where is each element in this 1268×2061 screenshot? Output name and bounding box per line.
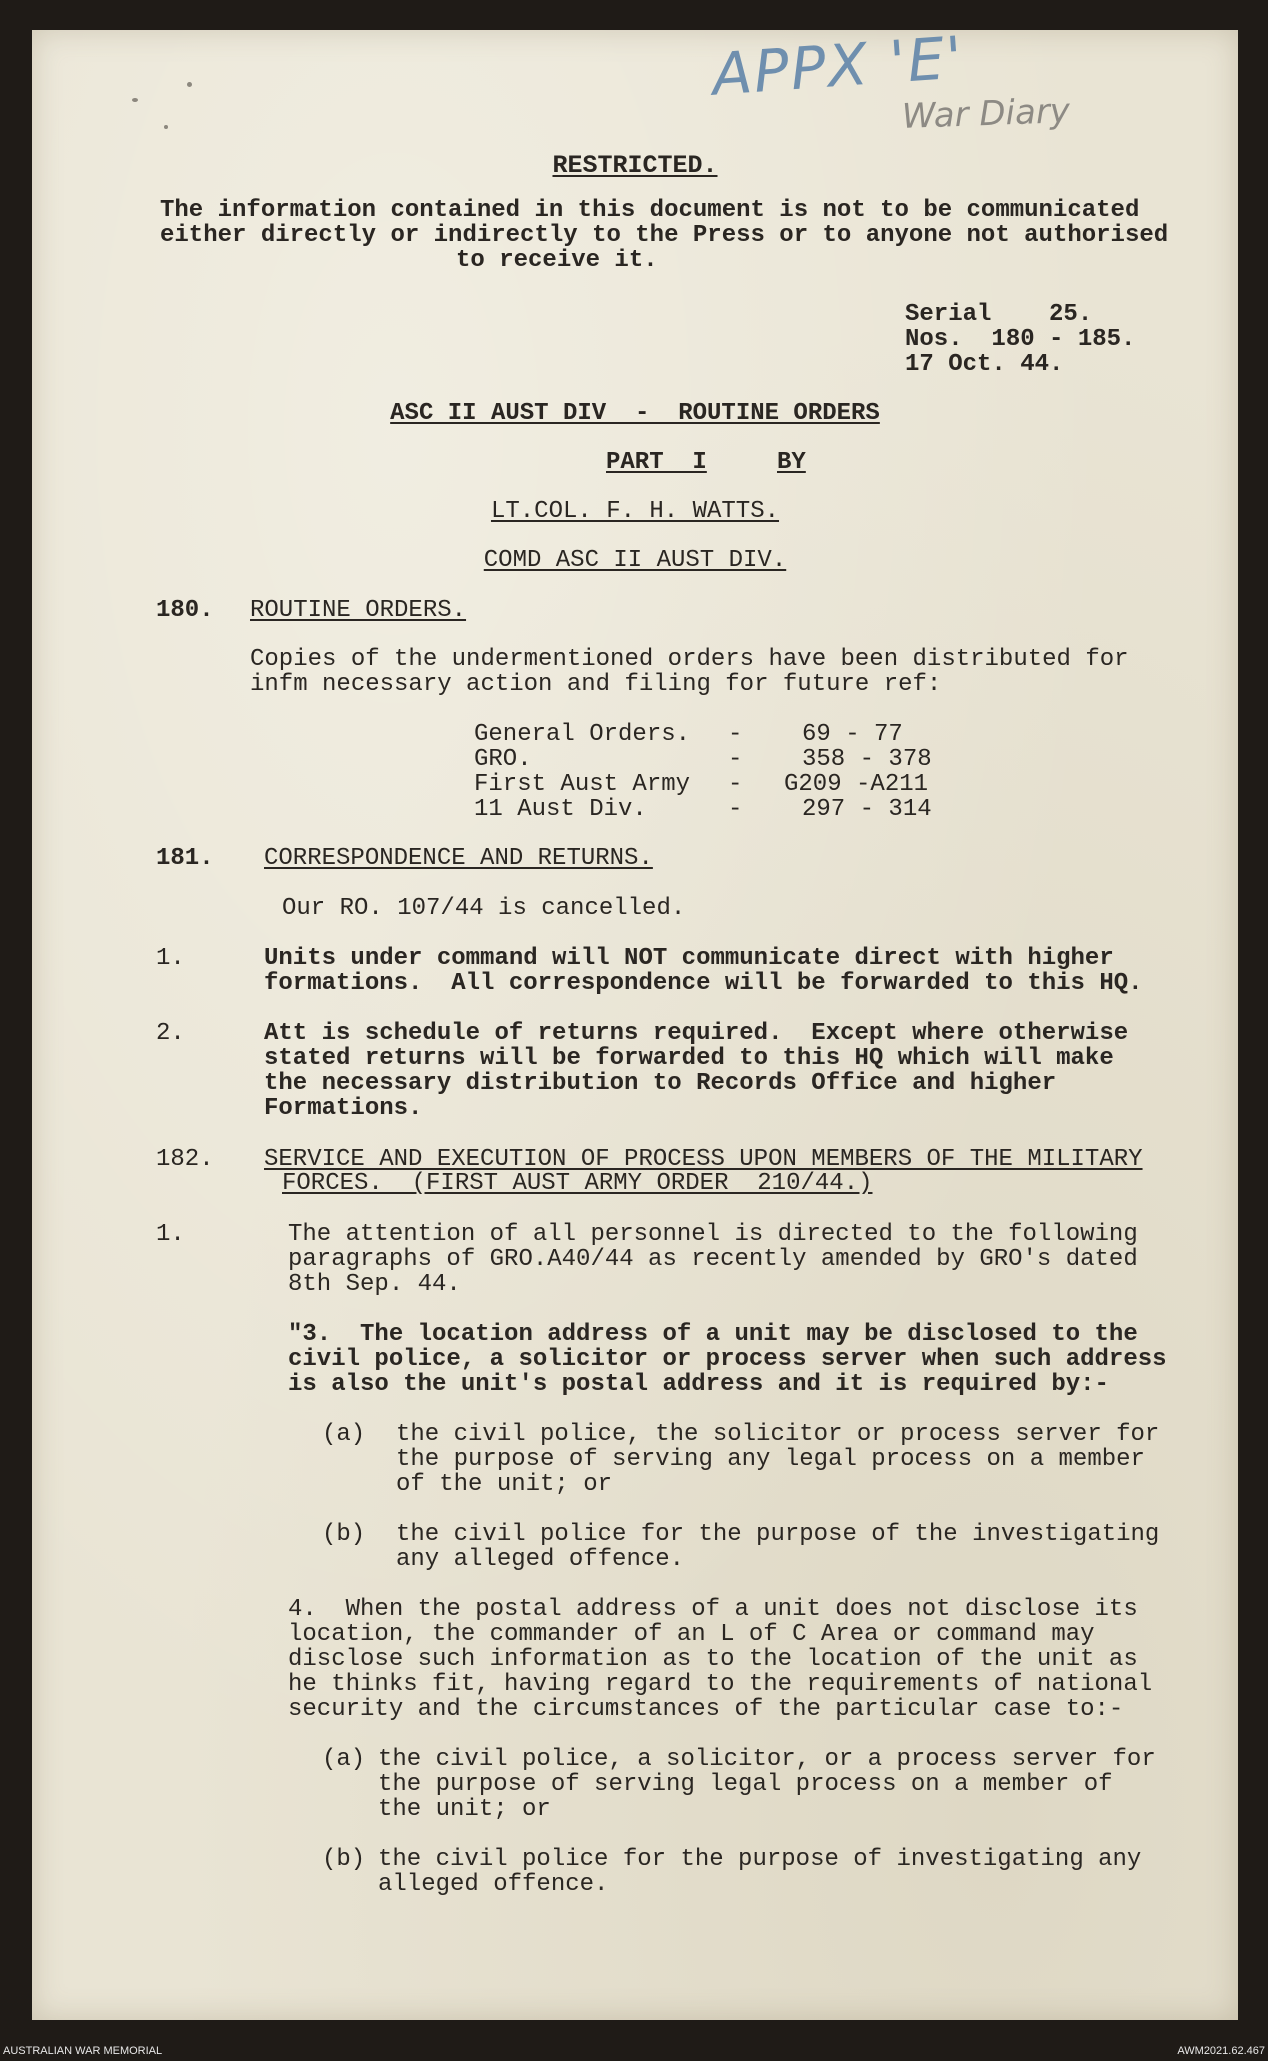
section-182-number: 182.	[156, 1146, 214, 1173]
section-181-heading: CORRESPONDENCE AND RETURNS.	[264, 845, 653, 872]
notice-line-1: The information contained in this document is not to be communicated	[160, 197, 1140, 224]
quote-para-4-line-4: he thinks fit, having regard to the requirements of national	[288, 1671, 1153, 1698]
order-range: 69 - 77	[802, 721, 903, 748]
quote-3b-line-2: any alleged offence.	[396, 1546, 685, 1573]
section-181-para-1-line-2: formations. All correspondence will be forwarded to this HQ.	[264, 970, 1143, 997]
quote-4a-line-3: the unit; or	[378, 1796, 551, 1823]
order-dash: -	[728, 746, 743, 773]
quote-3b-line-1: the civil police for the purpose of the investigating	[396, 1521, 1160, 1548]
section-181-para-2-line-1: Att is schedule of returns required. Except where otherwise	[264, 1020, 1129, 1047]
quote-para-3-line-3: is also the unit's postal address and it is required by:-	[288, 1371, 1109, 1398]
quote-4a-line-2: the purpose of serving legal process on a member of	[378, 1771, 1113, 1798]
notice-line-2: either directly or indirectly to the Press or to anyone not authorised	[160, 222, 1169, 249]
order-dash: -	[728, 796, 743, 823]
section-182-heading-line-1: SERVICE AND EXECUTION OF PROCESS UPON MEMBERS OF THE MILITARY	[264, 1146, 1143, 1173]
section-181-para-1-line-1: Units under command will NOT communicate direct with higher	[264, 945, 1114, 972]
order-dash: -	[728, 721, 743, 748]
section-180-text-2: infm necessary action and filing for future ref:	[250, 671, 942, 698]
section-181-para-2-line-4: Formations.	[264, 1095, 423, 1122]
section-182-heading-line-2: FORCES. (FIRST AUST ARMY ORDER 210/44.)	[282, 1170, 873, 1197]
serial-line: Serial 25.	[905, 301, 1093, 328]
quote-4a-label: (a)	[322, 1746, 366, 1773]
notice-line-3: to receive it.	[456, 247, 658, 274]
order-range: 297 - 314	[802, 796, 932, 823]
order-name: First Aust Army	[474, 771, 691, 798]
appendix-annotation: APPX 'E'	[709, 23, 967, 109]
quote-4a-line-1: the civil police, a solicitor, or a process server for	[378, 1746, 1156, 1773]
quote-para-3-line-2: civil police, a solicitor or process server when such address	[288, 1346, 1167, 1373]
order-name: General Orders.	[474, 721, 691, 748]
footer-archive-name: AUSTRALIAN WAR MEMORIAL	[3, 2045, 163, 2057]
order-range: 358 - 378	[802, 746, 932, 773]
quote-4b-label: (b)	[322, 1846, 366, 1873]
commander-title: COMD ASC II AUST DIV.	[483, 547, 787, 574]
order-dash: -	[728, 771, 743, 798]
section-182-para-1-number: 1.	[156, 1221, 185, 1248]
order-name: 11 Aust Div.	[474, 796, 647, 823]
by-label: BY	[777, 449, 806, 476]
order-name: GRO.	[474, 746, 532, 773]
quote-3b-label: (b)	[322, 1521, 366, 1548]
footer-accession-number: AWM2021.62.467	[1177, 2045, 1265, 2057]
serial-numbers: Nos. 180 - 185.	[905, 326, 1136, 353]
section-180-number: 180.	[156, 597, 214, 624]
section-180-text-1: Copies of the undermentioned orders have been distributed for	[250, 646, 1129, 673]
section-182-para-1-line-3: 8th Sep. 44.	[288, 1271, 461, 1298]
quote-para-3-line-1: "3. The location address of a unit may be disclosed to the	[288, 1321, 1138, 1348]
section-181-intro: Our RO. 107/44 is cancelled.	[282, 895, 686, 922]
quote-3a-line-2: the purpose of serving any legal process on a member	[396, 1446, 1145, 1473]
section-181-para-2-line-3: the necessary distribution to Records Office and higher	[264, 1070, 1057, 1097]
restricted-label: RESTRICTED.	[552, 151, 718, 180]
order-range: G209 -A211	[784, 771, 929, 798]
ink-spot	[164, 125, 168, 129]
ink-spot	[187, 82, 192, 87]
section-180-heading: ROUTINE ORDERS.	[250, 597, 467, 624]
war-diary-annotation: War Diary	[901, 91, 1071, 137]
quote-para-4-line-5: security and the circumstances of the particular case to:-	[288, 1696, 1124, 1723]
quote-3a-label: (a)	[322, 1421, 366, 1448]
quote-para-4-line-2: location, the commander of an L of C Area or command may	[288, 1621, 1095, 1648]
quote-3a-line-3: of the unit; or	[396, 1471, 613, 1498]
document-title: ASC II AUST DIV - ROUTINE ORDERS	[390, 400, 880, 427]
quote-para-4-line-3: disclose such information as to the location of the unit as	[288, 1646, 1138, 1673]
section-182-para-1-line-1: The attention of all personnel is directed to the following	[288, 1221, 1138, 1248]
section-182-para-1-line-2: paragraphs of GRO.A40/44 as recently amended by GRO's dated	[288, 1246, 1138, 1273]
quote-3a-line-1: the civil police, the solicitor or process server for	[396, 1421, 1160, 1448]
section-181-number: 181.	[156, 845, 214, 872]
part-label: PART I	[606, 449, 707, 476]
quote-4b-line-2: alleged offence.	[378, 1871, 609, 1898]
officer-name: LT.COL. F. H. WATTS.	[490, 498, 780, 525]
serial-date: 17 Oct. 44.	[905, 351, 1064, 378]
ink-spot	[132, 98, 138, 102]
quote-para-4-line-1: 4. When the postal address of a unit does not disclose its	[288, 1596, 1138, 1623]
document-page	[32, 23, 1238, 2020]
section-181-para-2-number: 2.	[156, 1020, 185, 1047]
section-181-para-2-line-2: stated returns will be forwarded to this HQ which will make	[264, 1045, 1114, 1072]
quote-4b-line-1: the civil police for the purpose of investigating any	[378, 1846, 1142, 1873]
section-181-para-1-number: 1.	[156, 945, 185, 972]
